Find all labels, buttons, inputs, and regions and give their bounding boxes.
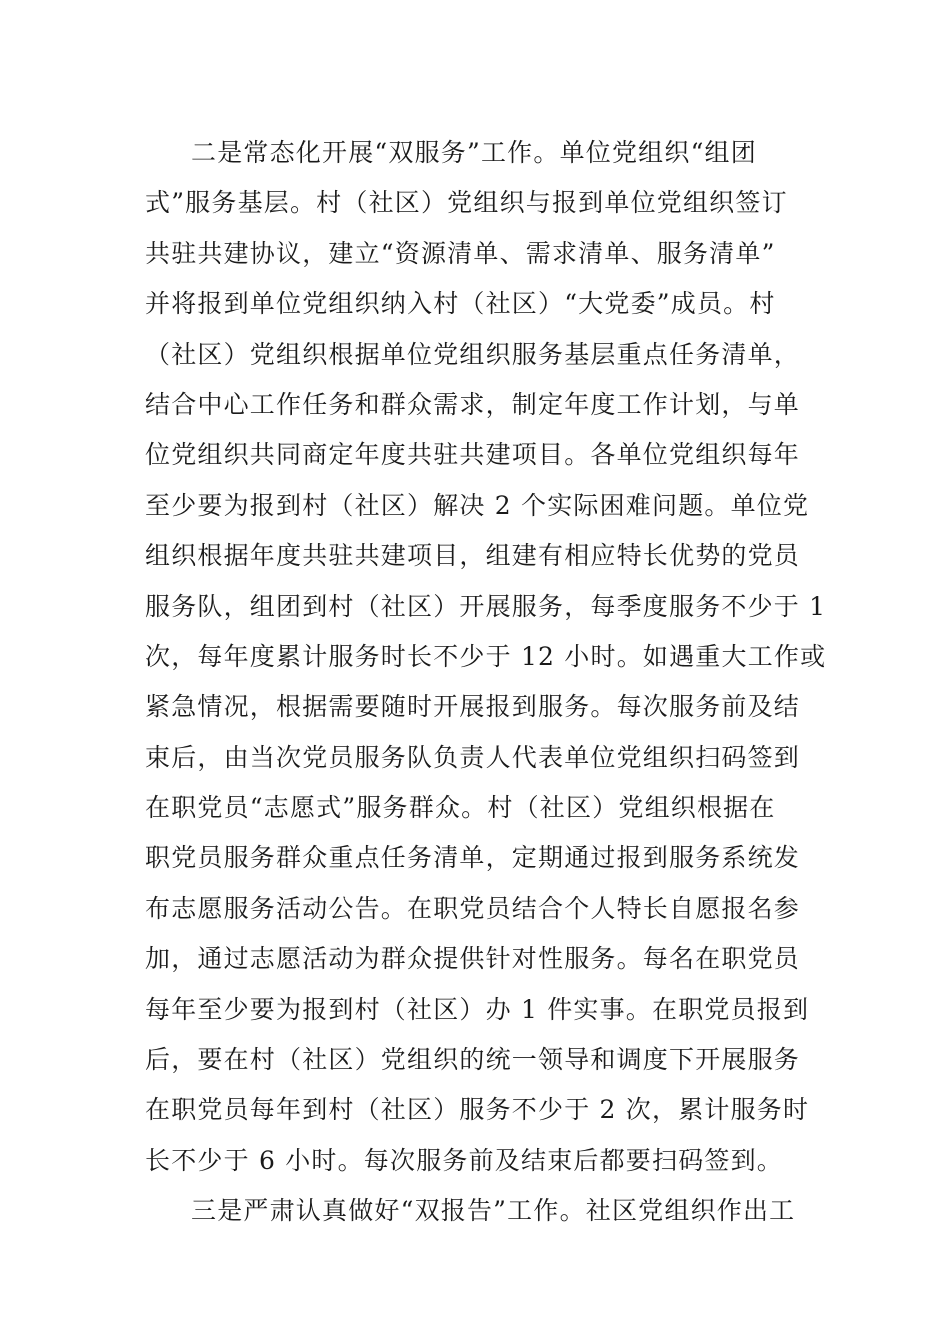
paragraph-1-line-21: 长不少于 6 小时。每次服务前及结束后都要扫码签到。	[145, 1145, 784, 1175]
document-body	[145, 128, 825, 1237]
paragraph-1-line-5: （社区）党组织根据单位党组织服务基层重点任务清单，	[145, 339, 801, 369]
paragraph-1-line-20: 在职党员每年到村（社区）服务不少于 2 次，累计服务时	[145, 1095, 810, 1125]
paragraph-1-line-18: 每年至少要为报到村（社区）办 1 件实事。在职党员报到	[145, 994, 810, 1024]
paragraph-1-line-2: 式”服务基层。村（社区）党组织与报到单位党组织签订	[145, 188, 788, 218]
paragraph-2-line-1: 三是严肃认真做好“双报告”工作。社区党组织作出工	[191, 1196, 796, 1226]
paragraph-1-line-11: 次，每年度累计服务时长不少于 12 小时。如遇重大工作或	[145, 641, 827, 671]
paragraph-1-line-12: 紧急情况，根据需要随时开展报到服务。每次服务前及结	[145, 692, 801, 722]
paragraph-1-line-19: 后，要在村（社区）党组织的统一领导和调度下开展服务	[145, 1045, 801, 1075]
paragraph-1-line-4: 并将报到单位党组织纳入村（社区）“大党委”成员。村	[145, 289, 776, 319]
paragraph-1-line-8: 至少要为报到村（社区）解决 2 个实际困难问题。单位党	[145, 490, 810, 520]
paragraph-1-line-15: 职党员服务群众重点任务清单，定期通过报到服务系统发	[145, 843, 801, 873]
paragraph-1-line-14: 在职党员“志愿式”服务群众。村（社区）党组织根据在	[145, 793, 776, 823]
paragraph-1-line-1: 二是常态化开展“双服务”工作。单位党组织“组团	[191, 138, 757, 167]
paragraph-1-line-3: 共驻共建协议，建立“资源清单、需求清单、服务清单”	[145, 238, 776, 268]
paragraph-1-line-16: 布志愿服务活动公告。在职党员结合个人特长自愿报名参	[145, 893, 801, 923]
paragraph-1-line-6: 结合中心工作任务和群众需求，制定年度工作计划，与单	[145, 389, 801, 419]
paragraph-1-line-10: 服务队，组团到村（社区）开展服务，每季度服务不少于 1	[145, 591, 827, 621]
paragraph-1-line-9: 组织根据年度共驻共建项目，组建有相应特长优势的党员	[145, 541, 801, 571]
paragraph-1-line-13: 束后，由当次党员服务队负责人代表单位党组织扫码签到	[145, 742, 801, 772]
paragraph-1-line-17: 加，通过志愿活动为群众提供针对性服务。每名在职党员	[145, 944, 801, 974]
paragraph-1-line-7: 位党组织共同商定年度共驻共建项目。各单位党组织每年	[145, 440, 801, 470]
